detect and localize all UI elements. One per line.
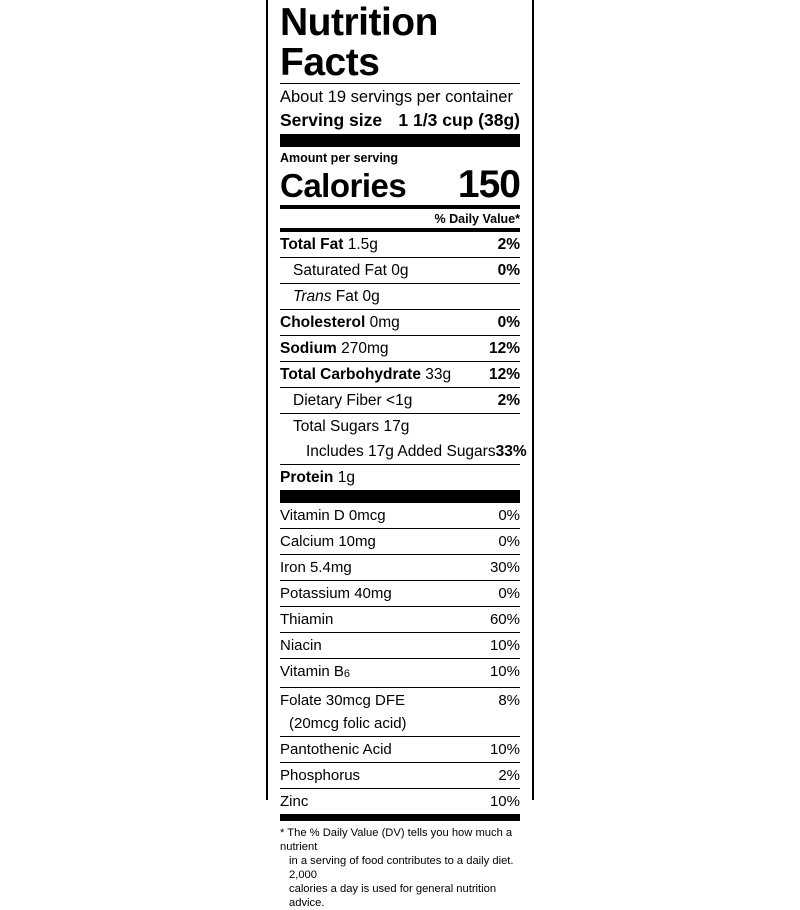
table-row	[280, 362, 520, 388]
daily-value-percent: 60%	[489, 611, 520, 628]
nutrient-amount: 1g	[337, 469, 355, 486]
daily-value-percent: 10%	[489, 793, 520, 810]
nutrient-amount: 1.5g	[347, 236, 378, 253]
table-row	[280, 232, 520, 258]
daily-value-percent: 30%	[489, 559, 520, 576]
nutrient-name-bold: Cholesterol	[280, 314, 366, 331]
table-row	[280, 555, 520, 581]
nutrient-name-bold: Protein	[280, 469, 334, 486]
page-title: Nutrition Facts	[280, 0, 520, 84]
nutrient-name: Vitamin D 0mcg	[280, 507, 386, 524]
daily-value-percent: 2%	[497, 236, 520, 253]
daily-value-percent: 10%	[489, 741, 520, 758]
nutrient-name-base: Vitamin B	[280, 663, 344, 680]
calories-row	[280, 163, 520, 209]
daily-value-percent: 0%	[497, 314, 520, 331]
nutrient-name: Includes 17g Added Sugars	[306, 443, 496, 460]
table-row	[280, 336, 520, 362]
nutrient-name	[280, 366, 451, 383]
daily-value-percent: 0%	[497, 262, 520, 279]
table-row	[280, 659, 520, 688]
nutrient-name	[280, 314, 400, 331]
nutrient-amount: 33g	[425, 366, 452, 383]
daily-value-percent: 2%	[498, 767, 520, 784]
nutrient-amount: 0mg	[369, 314, 400, 331]
nutrient-name: Thiamin	[280, 611, 334, 628]
table-row	[280, 763, 520, 789]
nutrient-name	[280, 236, 378, 253]
table-row	[280, 284, 520, 310]
daily-value-percent: 33%	[495, 443, 527, 460]
nutrient-name: Calcium 10mg	[280, 533, 376, 550]
table-row	[280, 258, 520, 284]
nutrient-name	[280, 288, 380, 305]
daily-value-percent: 0%	[498, 585, 520, 602]
serving-size-value: 1 1/3 cup (38g)	[398, 110, 520, 130]
table-row	[280, 789, 520, 821]
daily-value-header: % Daily Value*	[280, 209, 520, 232]
table-row	[280, 503, 520, 529]
nutrient-name-bold: Sodium	[280, 340, 337, 357]
daily-value-percent: 0%	[498, 507, 520, 524]
nutrient-name-bold: Total Carbohydrate	[280, 366, 421, 383]
servings-per-container: About 19 servings per container	[280, 88, 513, 106]
calories-label: Calories	[280, 167, 407, 204]
nutrient-name: Saturated Fat 0g	[293, 262, 409, 279]
nutrient-name: Folate 30mcg DFE	[280, 692, 406, 709]
serving-size-label: Serving size	[280, 110, 383, 130]
nutrient-name: Pantothenic Acid	[280, 741, 392, 758]
calories-value: 150	[457, 163, 520, 206]
nutrient-name	[280, 663, 350, 683]
nutrient-name: Potassium 40mg	[280, 585, 392, 602]
footnote	[280, 821, 520, 910]
table-row	[280, 388, 520, 414]
daily-value-percent: 0%	[498, 533, 520, 550]
amount-per-serving-label: Amount per serving	[280, 151, 399, 165]
table-row	[280, 529, 520, 555]
table-row	[280, 414, 520, 439]
daily-value-percent: 12%	[488, 366, 520, 383]
nutrient-name: Phosphorus	[280, 767, 361, 784]
daily-value-percent: 8%	[498, 692, 520, 709]
table-row	[280, 737, 520, 763]
daily-value-percent: 2%	[497, 392, 520, 409]
nutrient-amount: 270mg	[341, 340, 389, 357]
nutrient-name: Dietary Fiber <1g	[293, 392, 413, 409]
nutrient-name-subscript: 6	[343, 668, 351, 680]
daily-value-percent: 12%	[488, 340, 520, 357]
table-row	[280, 310, 520, 336]
nutrient-name: Iron 5.4mg	[280, 559, 352, 576]
nutrient-amount: Fat 0g	[335, 288, 380, 305]
table-row	[280, 439, 527, 465]
table-row	[280, 607, 520, 633]
footnote-line-3: calories a day is used for general nutrition advice.	[289, 883, 497, 909]
footnote-line-2: in a serving of food contributes to a daily diet. 2,000	[289, 855, 514, 881]
nutrient-name: Niacin	[280, 637, 322, 654]
table-row	[280, 465, 520, 503]
nutrient-name: Total Sugars 17g	[293, 418, 410, 435]
nutrient-name	[280, 340, 389, 357]
nutrition-facts-panel	[266, 0, 534, 909]
trans-italic: Trans	[293, 288, 332, 305]
daily-value-percent: 10%	[489, 663, 520, 680]
table-row	[280, 688, 520, 713]
table-row	[280, 633, 520, 659]
table-row	[280, 581, 520, 607]
nutrient-name: Zinc	[280, 793, 309, 810]
footnote-line-1: * The % Daily Value (DV) tells you how much a nutrient	[280, 827, 513, 853]
nutrient-name-bold: Total Fat	[280, 236, 344, 253]
serving-size-row	[280, 108, 520, 147]
daily-value-percent: 10%	[489, 637, 520, 654]
nutrient-name: (20mcg folic acid)	[289, 715, 407, 732]
table-row	[280, 713, 520, 737]
nutrient-name	[280, 469, 355, 486]
